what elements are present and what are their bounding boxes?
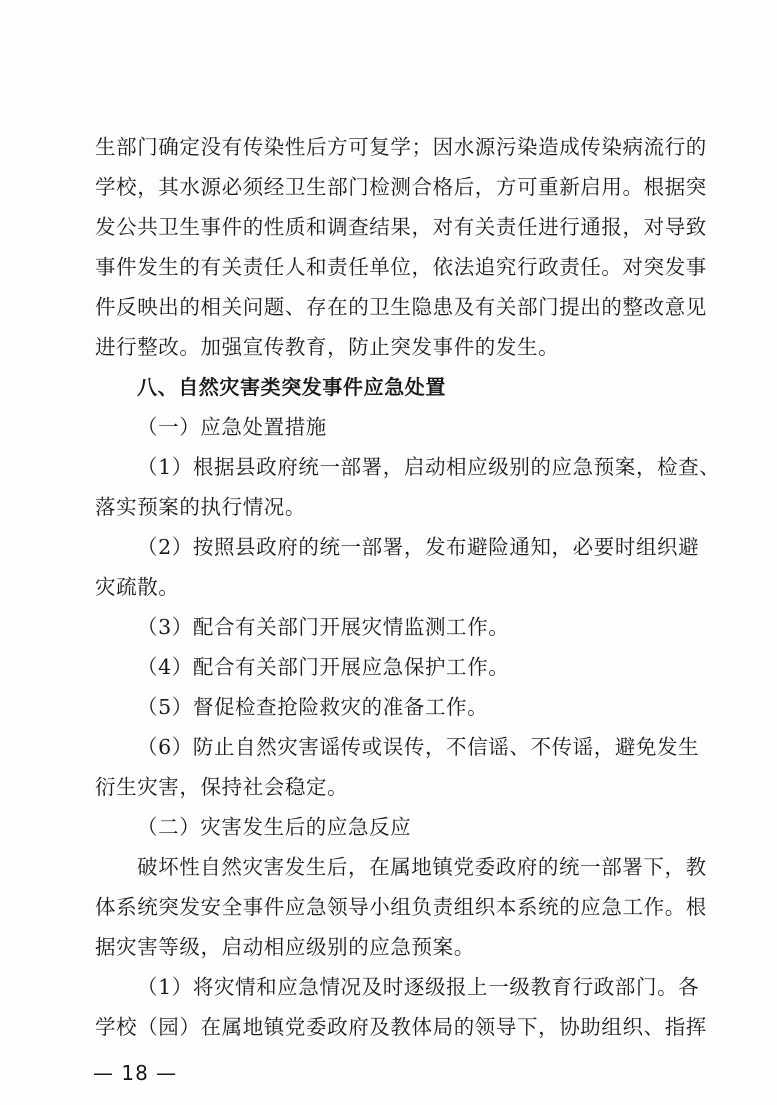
body-line: 据灾害等级，启动相应级别的应急预案。 (95, 935, 475, 959)
body-line: （1）根据县政府统一部署，启动相应级别的应急预案，检查、 (137, 455, 721, 479)
subsection-heading: （一）应急处置措施 (137, 415, 327, 439)
body-line: 学校，其水源必须经卫生部门检测合格后，方可重新启用。根据突 (95, 175, 707, 199)
body-line: （4）配合有关部门开展应急保护工作。 (137, 655, 510, 679)
section-heading: 八、自然灾害类突发事件应急处置 (137, 375, 446, 399)
body-line: 落实预案的执行情况。 (95, 495, 306, 519)
page-number: — 18 — (93, 1061, 178, 1085)
body-line: （2）按照县政府的统一部署，发布避险通知，必要时组织避 (137, 535, 700, 559)
body-line: 进行整改。加强宣传教育，防止突发事件的发生。 (95, 335, 560, 359)
body-line: 事件发生的有关责任人和责任单位，依法追究行政责任。对突发事 (95, 255, 707, 279)
body-line: （6）防止自然灾害谣传或误传，不信谣、不传谣，避免发生 (137, 735, 700, 759)
body-line: 学校（园）在属地镇党委政府及教体局的领导下，协助组织、指挥 (95, 1015, 707, 1039)
body-line: 破坏性自然灾害发生后，在属地镇党委政府的统一部署下，教 (137, 855, 707, 879)
body-line: 件反映出的相关问题、存在的卫生隐患及有关部门提出的整改意见 (95, 295, 707, 319)
body-line: 衍生灾害，保持社会稳定。 (95, 775, 349, 799)
body-line: （3）配合有关部门开展灾情监测工作。 (137, 615, 510, 639)
body-line: 生部门确定没有传染性后方可复学；因水源污染造成传染病流行的 (95, 135, 707, 159)
body-line: 发公共卫生事件的性质和调查结果，对有关责任进行通报，对导致 (95, 215, 707, 239)
body-line: 灾疏散。 (95, 575, 180, 599)
subsection-heading: （二）灾害发生后的应急反应 (137, 815, 412, 839)
body-line: （5）督促检查抢险救灾的准备工作。 (137, 695, 489, 719)
body-line: （1）将灾情和应急情况及时逐级报上一级教育行政部门。各 (137, 975, 700, 999)
body-line: 体系统突发安全事件应急领导小组负责组织本系统的应急工作。根 (95, 895, 707, 919)
